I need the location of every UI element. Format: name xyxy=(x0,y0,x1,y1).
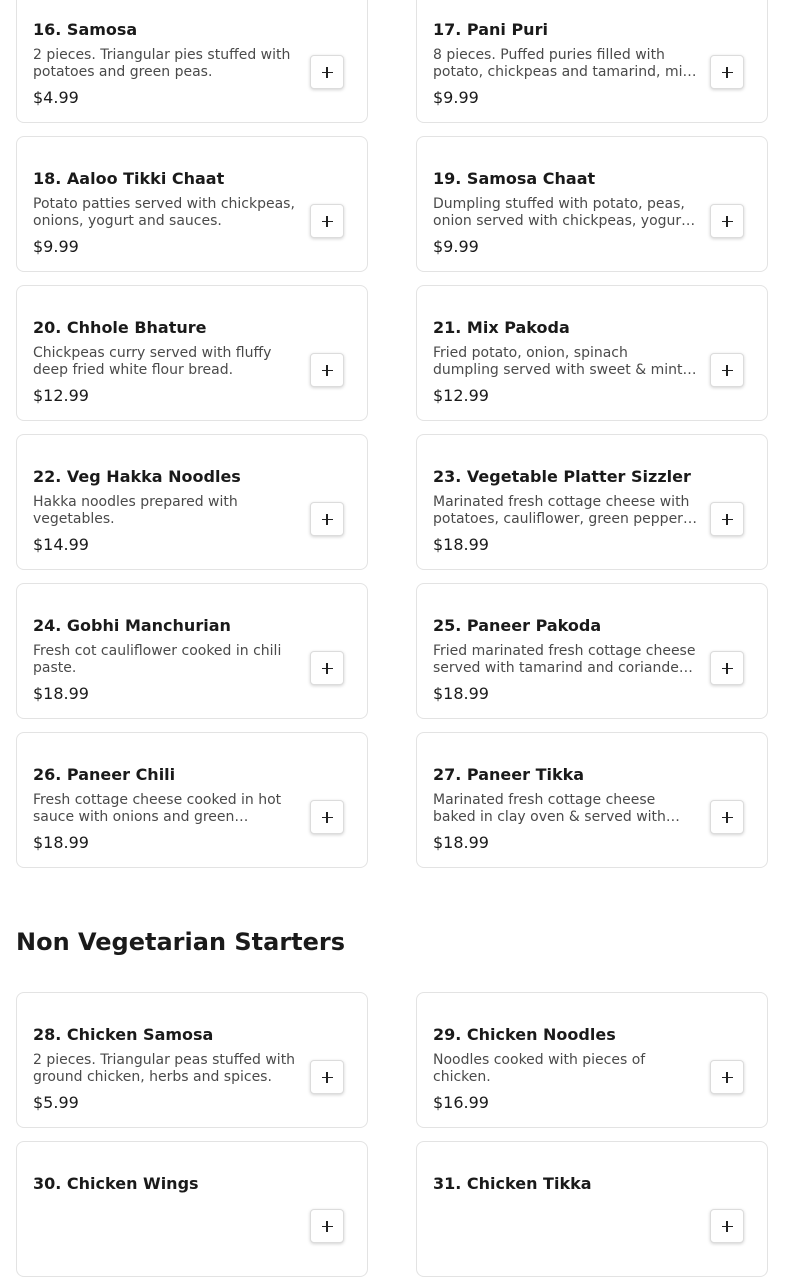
menu-item-price: $12.99 xyxy=(433,386,489,405)
menu-item-card[interactable] xyxy=(16,136,368,272)
plus-icon xyxy=(722,67,733,78)
menu-item-price: $18.99 xyxy=(433,833,489,852)
menu-item-title: 17. Pani Puri xyxy=(433,20,548,39)
menu-item-price: $14.99 xyxy=(33,535,89,554)
menu-item-description: Fresh cot cauliflower cooked in chili paste. xyxy=(33,643,282,676)
add-to-cart-button[interactable] xyxy=(310,1209,344,1243)
menu-item-description: Noodles cooked with pieces of chicken. xyxy=(433,1052,646,1085)
menu-item-card[interactable] xyxy=(16,0,368,123)
menu-item-title: 26. Paneer Chili xyxy=(33,765,176,784)
plus-icon xyxy=(722,663,733,674)
menu-item-title: 28. Chicken Samosa xyxy=(33,1025,214,1044)
menu-item-info xyxy=(33,1025,297,1113)
plus-icon xyxy=(322,365,333,376)
menu-item-title: 18. Aaloo Tikki Chaat xyxy=(33,169,225,188)
menu-item-price: $18.99 xyxy=(33,833,89,852)
menu-item-info xyxy=(433,1025,697,1113)
menu-item-description: 2 pieces. Triangular pies stuffed with potatoes and green peas. xyxy=(33,47,291,80)
menu-item-card[interactable] xyxy=(416,992,768,1128)
plus-icon xyxy=(722,216,733,227)
menu-item-title: 25. Paneer Pakoda xyxy=(433,616,602,635)
menu-item-card[interactable] xyxy=(16,992,368,1128)
menu-item-card[interactable] xyxy=(416,434,768,570)
add-to-cart-button[interactable] xyxy=(710,800,744,834)
menu-item-info xyxy=(33,20,297,108)
menu-item-card[interactable] xyxy=(416,285,768,421)
menu-grid-non-vegetarian xyxy=(0,992,785,1277)
menu-item-title: 27. Paneer Tikka xyxy=(433,765,585,784)
add-to-cart-button[interactable] xyxy=(710,353,744,387)
plus-icon xyxy=(322,1221,333,1232)
add-to-cart-button[interactable] xyxy=(310,502,344,536)
plus-icon xyxy=(722,514,733,525)
menu-item-description: Fried potato, onion, spinach dumpling served with sweet & mint xyxy=(433,345,683,378)
menu-item-info xyxy=(433,467,697,555)
menu-item-description: Marinated fresh cottage cheese with potatoes, cauliflower, green peppers xyxy=(433,494,691,527)
menu-item-title: 30. Chicken Wings xyxy=(33,1174,199,1193)
plus-icon xyxy=(722,365,733,376)
menu-item-card[interactable] xyxy=(416,732,768,868)
menu-item-info xyxy=(433,20,697,108)
add-to-cart-button[interactable] xyxy=(710,502,744,536)
menu-item-description: Chickpeas curry served with fluffy deep fried white flour bread. xyxy=(33,345,272,378)
menu-item-price: $9.99 xyxy=(433,88,479,107)
menu-item-description xyxy=(33,1201,297,1235)
add-to-cart-button[interactable] xyxy=(310,651,344,685)
menu-item-info xyxy=(433,616,697,704)
menu-item-title: 21. Mix Pakoda xyxy=(433,318,570,337)
menu-item-description: Hakka noodles prepared with vegetables. xyxy=(33,494,238,527)
menu-item-info xyxy=(33,318,297,406)
plus-icon xyxy=(322,663,333,674)
menu-item-title: 20. Chhole Bhature xyxy=(33,318,207,337)
menu-item-price: $12.99 xyxy=(33,386,89,405)
add-to-cart-button[interactable] xyxy=(710,55,744,89)
plus-icon xyxy=(322,216,333,227)
plus-icon xyxy=(322,1072,333,1083)
menu-item-card[interactable] xyxy=(16,434,368,570)
plus-icon xyxy=(722,1072,733,1083)
menu-item-card[interactable] xyxy=(416,136,768,272)
menu-item-price: $5.99 xyxy=(33,1093,79,1112)
menu-item-title: 24. Gobhi Manchurian xyxy=(33,616,231,635)
menu-item-price: $9.99 xyxy=(433,237,479,256)
plus-icon xyxy=(322,812,333,823)
add-to-cart-button[interactable] xyxy=(710,1209,744,1243)
menu-item-price: $18.99 xyxy=(433,684,489,703)
plus-icon xyxy=(322,514,333,525)
menu-item-title: 22. Veg Hakka Noodles xyxy=(33,467,241,486)
menu-item-title: 29. Chicken Noodles xyxy=(433,1025,616,1044)
menu-item-price: $16.99 xyxy=(433,1093,489,1112)
menu-item-description: Marinated fresh cottage cheese baked in clay oven & served with xyxy=(433,792,666,825)
menu-item-price: $18.99 xyxy=(33,684,89,703)
menu-item-description: Potato patties served with chickpeas, onions, yogurt and sauces. xyxy=(33,196,295,229)
menu-item-info xyxy=(33,616,297,704)
menu-item-info xyxy=(433,169,697,257)
add-to-cart-button[interactable] xyxy=(310,55,344,89)
menu-item-card[interactable] xyxy=(16,583,368,719)
menu-item-card[interactable] xyxy=(16,285,368,421)
section-title: Non Vegetarian Starters xyxy=(16,928,346,956)
menu-item-card[interactable] xyxy=(16,732,368,868)
menu-item-description: 2 pieces. Triangular peas stuffed with ground chicken, herbs and spices. xyxy=(33,1052,296,1085)
menu-item-price: $18.99 xyxy=(433,535,489,554)
menu-item-description xyxy=(433,1201,697,1235)
add-to-cart-button[interactable] xyxy=(310,800,344,834)
menu-item-card[interactable] xyxy=(16,1141,368,1277)
menu-item-title: 19. Samosa Chaat xyxy=(433,169,596,188)
menu-item-price: $9.99 xyxy=(33,237,79,256)
menu-item-info xyxy=(433,318,697,406)
add-to-cart-button[interactable] xyxy=(310,204,344,238)
menu-item-description: Fried marinated fresh cottage cheese served with tamarind and coriander xyxy=(433,643,696,676)
menu-item-title: 23. Vegetable Platter Sizzler xyxy=(433,467,691,486)
menu-item-info xyxy=(433,1174,697,1242)
add-to-cart-button[interactable] xyxy=(710,204,744,238)
menu-item-title: 31. Chicken Tikka xyxy=(433,1174,592,1193)
add-to-cart-button[interactable] xyxy=(710,1060,744,1094)
menu-item-description: Fresh cottage cheese cooked in hot sauce with onions and green xyxy=(33,792,282,825)
add-to-cart-button[interactable] xyxy=(310,353,344,387)
menu-item-description: 8 pieces. Puffed puries filled with potato, chickpeas and tamarind, mint xyxy=(433,47,697,80)
plus-icon xyxy=(722,1221,733,1232)
add-to-cart-button[interactable] xyxy=(710,651,744,685)
menu-item-info xyxy=(33,467,297,555)
menu-item-info xyxy=(33,1174,297,1242)
menu-item-card[interactable] xyxy=(416,583,768,719)
menu-item-price: $4.99 xyxy=(33,88,79,107)
plus-icon xyxy=(322,67,333,78)
menu-item-card[interactable] xyxy=(416,1141,768,1277)
menu-item-card[interactable] xyxy=(416,0,768,123)
menu-item-info xyxy=(33,765,297,853)
add-to-cart-button[interactable] xyxy=(310,1060,344,1094)
menu-item-info xyxy=(433,765,697,853)
menu-item-description: Dumpling stuffed with potato, peas, onion served with chickpeas, yogurt xyxy=(433,196,687,229)
menu-item-info xyxy=(33,169,297,257)
menu-item-title: 16. Samosa xyxy=(33,20,138,39)
plus-icon xyxy=(722,812,733,823)
